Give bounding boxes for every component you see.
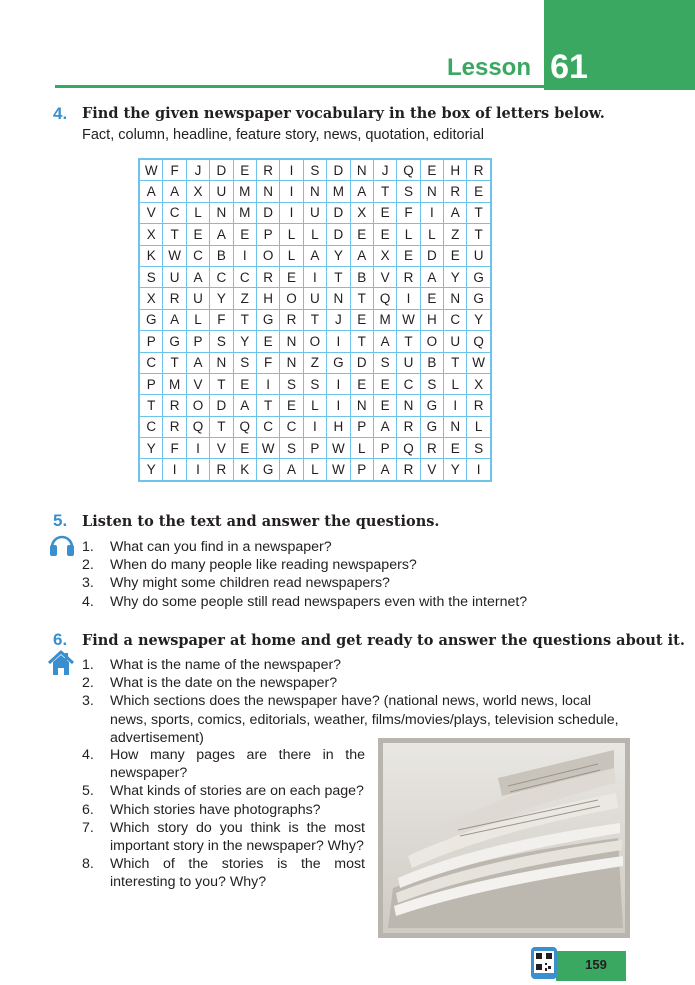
question-item	[82, 656, 626, 674]
grid-cell[interactable]: I	[233, 245, 256, 266]
grid-cell[interactable]: E	[444, 245, 467, 266]
grid-cell[interactable]: A	[420, 266, 443, 287]
grid-row	[139, 288, 491, 309]
grid-cell[interactable]: R	[163, 288, 186, 309]
grid-cell[interactable]: M	[163, 373, 186, 394]
grid-cell[interactable]: S	[467, 438, 491, 459]
grid-cell[interactable]: A	[163, 181, 186, 202]
grid-cell[interactable]: S	[373, 352, 396, 373]
task6-question-list-top	[82, 656, 626, 747]
grid-cell[interactable]: R	[256, 266, 279, 287]
grid-row	[139, 159, 491, 181]
grid-cell[interactable]: L	[350, 438, 373, 459]
grid-cell[interactable]: Z	[233, 288, 256, 309]
grid-cell[interactable]: I	[280, 202, 303, 223]
grid-cell[interactable]: U	[397, 352, 420, 373]
grid-cell[interactable]: U	[444, 331, 467, 352]
grid-cell[interactable]: J	[373, 159, 396, 181]
grid-cell[interactable]: A	[373, 459, 396, 481]
grid-cell[interactable]: N	[210, 202, 233, 223]
grid-cell[interactable]: E	[467, 181, 491, 202]
grid-cell[interactable]: R	[397, 459, 420, 481]
grid-cell[interactable]: T	[467, 224, 491, 245]
grid-cell[interactable]: R	[397, 266, 420, 287]
question-item	[82, 819, 365, 855]
grid-cell[interactable]: A	[233, 395, 256, 416]
grid-cell[interactable]: F	[256, 352, 279, 373]
grid-cell[interactable]: Q	[233, 416, 256, 437]
grid-cell[interactable]: U	[467, 245, 491, 266]
grid-cell[interactable]: W	[163, 245, 186, 266]
grid-cell[interactable]: S	[280, 438, 303, 459]
grid-cell[interactable]: I	[467, 459, 491, 481]
question-text: How many pages are there in the newspaper?	[110, 747, 365, 782]
grid-cell[interactable]: Y	[467, 309, 491, 330]
grid-cell[interactable]: M	[373, 309, 396, 330]
grid-cell[interactable]: I	[256, 373, 279, 394]
grid-cell[interactable]: I	[420, 202, 443, 223]
grid-cell[interactable]: C	[397, 373, 420, 394]
grid-cell[interactable]: A	[350, 245, 373, 266]
grid-cell[interactable]: G	[139, 309, 163, 330]
grid-cell[interactable]: V	[186, 373, 209, 394]
grid-cell[interactable]: T	[397, 331, 420, 352]
grid-cell[interactable]: M	[233, 202, 256, 223]
grid-cell[interactable]: L	[420, 224, 443, 245]
grid-cell[interactable]: T	[327, 266, 350, 287]
grid-cell[interactable]: F	[397, 202, 420, 223]
question-text: What is the name of the newspaper?	[110, 657, 342, 673]
question-number: 3.	[82, 693, 94, 710]
grid-cell[interactable]: N	[210, 352, 233, 373]
grid-cell[interactable]: W	[327, 459, 350, 481]
question-number: 2.	[82, 557, 94, 574]
grid-cell[interactable]: A	[280, 459, 303, 481]
grid-cell[interactable]: C	[139, 352, 163, 373]
grid-cell[interactable]: R	[420, 438, 443, 459]
grid-cell[interactable]: P	[139, 373, 163, 394]
grid-cell[interactable]: S	[397, 181, 420, 202]
grid-cell[interactable]: S	[233, 352, 256, 373]
grid-cell[interactable]: E	[350, 309, 373, 330]
grid-cell[interactable]: F	[163, 438, 186, 459]
question-number: 1.	[82, 657, 94, 673]
grid-cell[interactable]: A	[186, 266, 209, 287]
question-item	[82, 746, 365, 782]
task4-title: Find the given newspaper vocabulary in the box of letters below.	[82, 105, 605, 122]
grid-row	[139, 266, 491, 287]
grid-cell[interactable]: C	[139, 416, 163, 437]
grid-cell[interactable]: G	[420, 395, 443, 416]
grid-cell[interactable]: X	[186, 181, 209, 202]
grid-cell[interactable]: U	[303, 202, 326, 223]
grid-cell[interactable]: G	[467, 266, 491, 287]
grid-cell[interactable]: P	[186, 331, 209, 352]
grid-cell[interactable]: E	[420, 288, 443, 309]
grid-cell[interactable]: X	[373, 245, 396, 266]
question-number: 8.	[82, 856, 94, 873]
grid-row	[139, 416, 491, 437]
grid-cell[interactable]: A	[303, 245, 326, 266]
grid-cell[interactable]: E	[373, 224, 396, 245]
question-number: 7.	[82, 819, 94, 836]
grid-cell[interactable]: C	[444, 309, 467, 330]
grid-cell[interactable]: H	[420, 309, 443, 330]
grid-cell[interactable]: I	[327, 331, 350, 352]
headphones-icon	[47, 533, 77, 562]
grid-cell[interactable]: N	[280, 331, 303, 352]
lesson-number: 61	[550, 48, 588, 86]
grid-cell[interactable]: E	[233, 159, 256, 181]
grid-row	[139, 224, 491, 245]
grid-cell[interactable]: C	[280, 416, 303, 437]
grid-cell[interactable]: Y	[139, 459, 163, 481]
grid-cell[interactable]: X	[139, 288, 163, 309]
grid-cell[interactable]: Q	[397, 159, 420, 181]
lesson-label: Lesson	[446, 54, 531, 81]
grid-cell[interactable]: L	[303, 395, 326, 416]
grid-cell[interactable]: E	[350, 224, 373, 245]
grid-cell[interactable]: T	[373, 181, 396, 202]
grid-cell[interactable]: T	[163, 352, 186, 373]
grid-cell[interactable]: I	[280, 181, 303, 202]
grid-cell[interactable]: L	[303, 459, 326, 481]
grid-cell[interactable]: P	[139, 331, 163, 352]
grid-cell[interactable]: E	[444, 438, 467, 459]
grid-cell[interactable]: K	[139, 245, 163, 266]
grid-row	[139, 202, 491, 223]
grid-row	[139, 352, 491, 373]
grid-cell[interactable]: C	[233, 266, 256, 287]
grid-cell[interactable]: L	[280, 245, 303, 266]
grid-cell[interactable]: V	[420, 459, 443, 481]
task4-number: 4.	[53, 104, 68, 123]
grid-cell[interactable]: S	[303, 159, 326, 181]
grid-cell[interactable]: Y	[327, 245, 350, 266]
grid-cell[interactable]: O	[186, 395, 209, 416]
grid-cell[interactable]: I	[303, 266, 326, 287]
task4-word-list: Fact, column, headline, feature story, news, quotation, editorial	[82, 127, 484, 143]
grid-cell[interactable]: E	[233, 224, 256, 245]
grid-cell[interactable]: Y	[444, 459, 467, 481]
grid-cell[interactable]: I	[163, 459, 186, 481]
grid-cell[interactable]: R	[163, 416, 186, 437]
page-number: 159	[585, 957, 607, 972]
grid-cell[interactable]: I	[397, 288, 420, 309]
grid-cell[interactable]: V	[373, 266, 396, 287]
question-item	[82, 801, 365, 819]
grid-cell[interactable]: O	[256, 245, 279, 266]
grid-cell[interactable]: K	[233, 459, 256, 481]
grid-cell[interactable]: N	[350, 395, 373, 416]
grid-cell[interactable]: O	[280, 288, 303, 309]
grid-cell[interactable]: G	[256, 309, 279, 330]
grid-cell[interactable]: O	[420, 331, 443, 352]
grid-cell[interactable]: R	[467, 395, 491, 416]
grid-cell[interactable]: E	[233, 373, 256, 394]
grid-cell[interactable]: E	[420, 159, 443, 181]
grid-row	[139, 395, 491, 416]
grid-row	[139, 438, 491, 459]
grid-cell[interactable]: R	[467, 159, 491, 181]
question-text: What can you find in a newspaper?	[110, 539, 332, 555]
task5-title: Listen to the text and answer the questions.	[82, 513, 440, 530]
grid-cell[interactable]: Q	[397, 438, 420, 459]
question-number: 1.	[82, 539, 94, 555]
task6-number: 6.	[53, 630, 68, 649]
grid-cell[interactable]: G	[256, 459, 279, 481]
grid-cell[interactable]: S	[280, 373, 303, 394]
grid-cell[interactable]: N	[444, 416, 467, 437]
grid-cell[interactable]: Y	[210, 288, 233, 309]
question-item	[82, 574, 527, 592]
question-item	[82, 782, 365, 800]
header-rule	[55, 85, 545, 88]
question-number: 3.	[82, 575, 94, 592]
grid-cell[interactable]: C	[256, 416, 279, 437]
grid-row	[139, 331, 491, 352]
grid-cell[interactable]: R	[210, 459, 233, 481]
grid-cell[interactable]: R	[444, 181, 467, 202]
grid-cell[interactable]: T	[210, 416, 233, 437]
grid-cell[interactable]: X	[467, 373, 491, 394]
grid-cell[interactable]: O	[303, 331, 326, 352]
grid-cell[interactable]: U	[210, 181, 233, 202]
grid-cell[interactable]: L	[303, 224, 326, 245]
grid-cell[interactable]: D	[210, 159, 233, 181]
grid-cell[interactable]: U	[303, 288, 326, 309]
grid-cell[interactable]: G	[163, 331, 186, 352]
grid-cell[interactable]: S	[303, 373, 326, 394]
grid-cell[interactable]: A	[210, 224, 233, 245]
grid-cell[interactable]: L	[186, 202, 209, 223]
grid-cell[interactable]: E	[233, 438, 256, 459]
qr-code-icon[interactable]	[530, 946, 558, 985]
grid-cell[interactable]: Y	[233, 331, 256, 352]
grid-cell[interactable]: T	[163, 224, 186, 245]
grid-row	[139, 309, 491, 330]
grid-cell[interactable]: Y	[139, 438, 163, 459]
grid-cell[interactable]: V	[210, 438, 233, 459]
grid-cell[interactable]: L	[467, 416, 491, 437]
grid-cell[interactable]: G	[467, 288, 491, 309]
grid-cell[interactable]: J	[327, 309, 350, 330]
grid-cell[interactable]: M	[327, 181, 350, 202]
grid-cell[interactable]: N	[397, 395, 420, 416]
grid-cell[interactable]: W	[467, 352, 491, 373]
grid-cell[interactable]: B	[350, 266, 373, 287]
question-text: Which sections does the newspaper have? (national news, world news, local news, sports, comics, editorials, weather, films/movies/plays, television schedule, advertisement)	[110, 693, 619, 746]
question-number: 6.	[82, 801, 94, 818]
question-text: Which stories have photographs?	[110, 801, 321, 818]
grid-cell[interactable]: R	[256, 159, 279, 181]
grid-cell[interactable]: M	[233, 181, 256, 202]
grid-cell[interactable]: A	[444, 202, 467, 223]
grid-cell[interactable]: Q	[186, 416, 209, 437]
grid-cell[interactable]: H	[327, 416, 350, 437]
grid-cell[interactable]: E	[350, 373, 373, 394]
question-item	[82, 593, 527, 611]
grid-cell[interactable]: L	[280, 224, 303, 245]
grid-cell[interactable]: N	[256, 181, 279, 202]
grid-cell[interactable]: T	[350, 331, 373, 352]
grid-cell[interactable]: Q	[467, 331, 491, 352]
grid-cell[interactable]: X	[139, 224, 163, 245]
grid-cell[interactable]: L	[397, 224, 420, 245]
newspaper-stack-photo	[378, 738, 630, 938]
grid-cell[interactable]: P	[373, 438, 396, 459]
grid-cell[interactable]: T	[139, 395, 163, 416]
grid-cell[interactable]: E	[280, 395, 303, 416]
grid-cell[interactable]: A	[163, 309, 186, 330]
grid-cell[interactable]: D	[210, 395, 233, 416]
grid-cell[interactable]: Q	[373, 288, 396, 309]
grid-cell[interactable]: B	[210, 245, 233, 266]
grid-cell[interactable]: J	[186, 159, 209, 181]
grid-cell[interactable]: S	[210, 331, 233, 352]
grid-cell[interactable]: I	[303, 416, 326, 437]
grid-cell[interactable]: E	[256, 331, 279, 352]
grid-cell[interactable]: N	[303, 181, 326, 202]
task6-title: Find a newspaper at home and get ready to answer the questions about it.	[82, 632, 685, 649]
question-item	[82, 674, 626, 692]
grid-cell[interactable]: T	[303, 309, 326, 330]
question-text: Why might some children read newspapers?	[110, 575, 390, 592]
task5-question-list	[82, 538, 527, 611]
grid-cell[interactable]: I	[186, 459, 209, 481]
grid-cell[interactable]: A	[186, 352, 209, 373]
grid-row	[139, 459, 491, 481]
grid-row	[139, 245, 491, 266]
grid-cell[interactable]: G	[327, 352, 350, 373]
grid-cell[interactable]: I	[327, 373, 350, 394]
question-number: 5.	[82, 783, 94, 800]
grid-cell[interactable]: D	[350, 352, 373, 373]
task5-number: 5.	[53, 511, 68, 530]
grid-cell[interactable]: E	[280, 266, 303, 287]
grid-cell[interactable]: E	[186, 224, 209, 245]
grid-cell[interactable]: B	[420, 352, 443, 373]
grid-cell[interactable]: I	[444, 395, 467, 416]
grid-cell[interactable]: P	[256, 224, 279, 245]
grid-cell[interactable]: R	[163, 395, 186, 416]
grid-cell[interactable]: N	[280, 352, 303, 373]
question-number: 4.	[82, 747, 94, 763]
home-icon	[47, 650, 75, 681]
grid-cell[interactable]: H	[256, 288, 279, 309]
grid-cell[interactable]: E	[373, 202, 396, 223]
grid-cell[interactable]: E	[373, 373, 396, 394]
grid-cell[interactable]: T	[350, 288, 373, 309]
question-item	[82, 855, 365, 891]
grid-cell[interactable]: W	[327, 438, 350, 459]
question-text: What is the date on the newspaper?	[110, 675, 338, 692]
grid-cell[interactable]: D	[420, 245, 443, 266]
grid-cell[interactable]: Z	[444, 224, 467, 245]
grid-cell[interactable]: V	[139, 202, 163, 223]
question-item	[82, 556, 527, 574]
grid-cell[interactable]: N	[420, 181, 443, 202]
grid-cell[interactable]: U	[186, 288, 209, 309]
grid-row	[139, 373, 491, 394]
grid-cell[interactable]: N	[444, 288, 467, 309]
grid-cell[interactable]: Z	[303, 352, 326, 373]
grid-cell[interactable]: R	[280, 309, 303, 330]
grid-cell[interactable]: U	[163, 266, 186, 287]
question-number: 4.	[82, 593, 94, 610]
grid-cell[interactable]: A	[373, 416, 396, 437]
grid-cell[interactable]: E	[373, 395, 396, 416]
grid-cell[interactable]: P	[303, 438, 326, 459]
grid-row	[139, 181, 491, 202]
grid-cell[interactable]: F	[210, 309, 233, 330]
word-search-grid[interactable]	[138, 158, 492, 482]
grid-cell[interactable]: T	[444, 352, 467, 373]
grid-cell[interactable]: R	[397, 416, 420, 437]
grid-cell[interactable]: F	[163, 159, 186, 181]
grid-cell[interactable]: C	[210, 266, 233, 287]
grid-cell[interactable]: L	[186, 309, 209, 330]
grid-cell[interactable]: Y	[444, 266, 467, 287]
grid-cell[interactable]: E	[397, 245, 420, 266]
grid-cell[interactable]: A	[350, 181, 373, 202]
grid-cell[interactable]: I	[327, 395, 350, 416]
grid-cell[interactable]: G	[420, 416, 443, 437]
grid-cell[interactable]: T	[256, 395, 279, 416]
question-text: Which of the stories is the most interesting to you? Why?	[110, 856, 365, 891]
grid-cell[interactable]: T	[233, 309, 256, 330]
question-text: What kinds of stories are on each page?	[110, 783, 364, 800]
task6-question-list-bottom	[82, 746, 365, 892]
grid-cell[interactable]: H	[444, 159, 467, 181]
grid-cell[interactable]: W	[256, 438, 279, 459]
grid-cell[interactable]: I	[186, 438, 209, 459]
grid-cell[interactable]: A	[373, 331, 396, 352]
grid-cell[interactable]: D	[256, 202, 279, 223]
grid-cell[interactable]: T	[467, 202, 491, 223]
question-text: Why do some people still read newspapers even with the internet?	[110, 593, 528, 610]
question-item	[82, 538, 527, 556]
grid-cell[interactable]: N	[327, 288, 350, 309]
grid-cell[interactable]: P	[350, 416, 373, 437]
grid-cell[interactable]: N	[350, 159, 373, 181]
question-number: 2.	[82, 675, 94, 692]
grid-cell[interactable]: C	[186, 245, 209, 266]
grid-cell[interactable]: D	[327, 159, 350, 181]
grid-cell[interactable]: T	[210, 373, 233, 394]
grid-cell[interactable]: P	[350, 459, 373, 481]
grid-cell[interactable]: L	[444, 373, 467, 394]
grid-cell[interactable]: S	[139, 266, 163, 287]
grid-cell[interactable]: D	[327, 224, 350, 245]
grid-cell[interactable]: W	[397, 309, 420, 330]
grid-cell[interactable]: A	[139, 181, 163, 202]
grid-cell[interactable]: C	[163, 202, 186, 223]
grid-cell[interactable]: X	[350, 202, 373, 223]
grid-cell[interactable]: W	[139, 159, 163, 181]
grid-cell[interactable]: S	[420, 373, 443, 394]
question-text: Which story do you think is the most important story in the newspaper? Why?	[110, 819, 365, 855]
question-text: When do many people like reading newspapers?	[110, 557, 417, 574]
grid-cell[interactable]: D	[327, 202, 350, 223]
grid-cell[interactable]: I	[280, 159, 303, 181]
